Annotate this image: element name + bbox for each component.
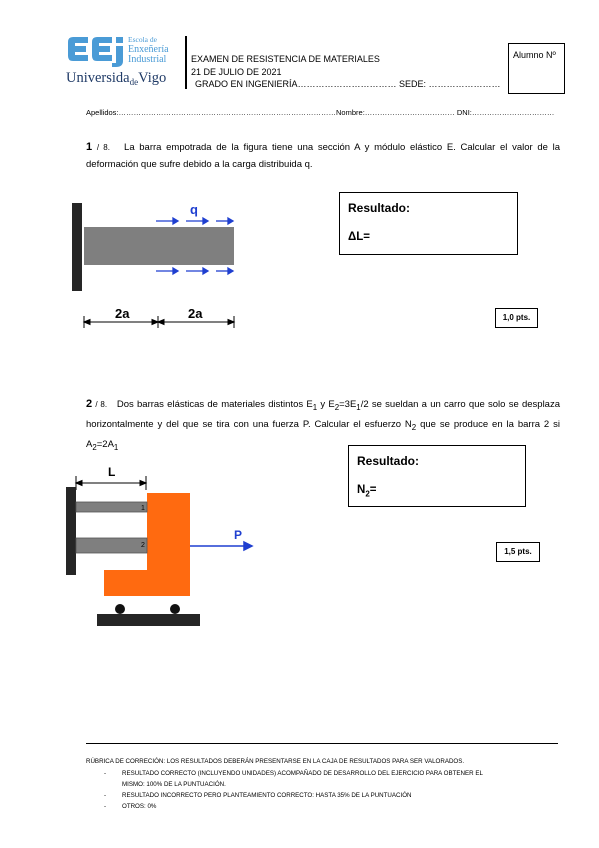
rubric-item: OTROS: 0% (122, 803, 157, 810)
q1-result-box[interactable] (339, 192, 518, 255)
rubric-item: RESULTADO CORRECTO (INCLUYENDO UNIDADES) ACOMPAÑADO DE DESARROLLO DEL EJERCICIO PARA OBTENER EL (122, 770, 483, 777)
q1-text: La barra empotrada de la figura tiene una sección A y módulo elástico E. Calcular el valor de la deformación que sufre debido a la carga distribuida q. (86, 142, 561, 170)
q2-wall (66, 487, 76, 575)
rubric-item: MISMO: 100% DE LA PUNTUACIÓN. (122, 781, 226, 788)
q2-force-label: P (234, 528, 243, 542)
grading-rubric (86, 743, 558, 810)
q1-result-title: Resultado: (348, 201, 411, 215)
alumno-box[interactable] (508, 43, 565, 94)
q1-dim-right: 2a (188, 306, 203, 321)
rubric-bullet: - (104, 792, 107, 799)
logo-university: Universida$_{de}$Vigo (66, 70, 167, 87)
question-1 (86, 139, 560, 173)
exam-title: EXAMEN DE RESISTENCIA DE MATERIALES (191, 54, 380, 64)
q1-points-badge: 1,0 pts. (495, 308, 538, 328)
question-2: 2 / 8. Dos barras elásticas de materiales distintos $E_1$ y $E_2=3E_1/2$ se sueldan a un carro que solo se desplaza horizontalmente y del que se tira con una fuerza P. Calcular el esfuerzo $N_2$ que se produce en la barra 2 si $A_2=2A_1$ (86, 398, 561, 452)
q1-bar (84, 227, 234, 265)
q2-ground (97, 614, 200, 626)
logo-line2: Enxeñería (128, 44, 169, 55)
alumno-label: Alumno Nº (513, 50, 556, 60)
q1-number: 1 (86, 141, 93, 153)
q2-bar-2 (76, 538, 147, 553)
q2-wheel-left (115, 604, 125, 614)
q1-figure (70, 198, 245, 333)
q2-result-box[interactable] (348, 445, 526, 507)
degree-line: GRADO EN INGENIERÍA…………………………… SEDE: …………………… (195, 79, 501, 89)
logo-line1: Escola de (128, 35, 157, 44)
university-logo (64, 34, 184, 90)
q2-fraction: / 8. (95, 400, 108, 409)
q2-force-arrow (190, 542, 252, 550)
q2-bar-2-label: 2 (141, 542, 145, 549)
q2-wheel-right (170, 604, 180, 614)
q2-points-badge: 1,5 pts. (496, 542, 540, 562)
rubric-bullet: - (104, 770, 107, 777)
student-names-line: Apellidos:……………………………………………………………………………Nombre:……………………………… DNI:…………………………… (86, 108, 555, 117)
q2-figure (64, 460, 269, 630)
q2-bar-1-label: 1 (141, 505, 145, 512)
logo-line3: Industrial (128, 54, 167, 65)
q1-dim-left: 2a (115, 306, 130, 321)
q1-dimension-lines (84, 316, 234, 328)
rubric-bullet: - (104, 803, 107, 810)
q2-bar-1 (76, 502, 147, 512)
q2-number: 2 (86, 398, 93, 410)
header-divider (185, 36, 187, 89)
q2-length-label: L (108, 465, 116, 479)
q1-result-expr: ΔL= (348, 231, 371, 243)
q1-fraction: / 8. (96, 143, 110, 152)
rubric-heading: RÚBRICA DE CORRECIÓN: LOS RESULTADOS DEBERÁN PRESENTARSE EN LA CAJA DE RESULTADOS PARA SER VALORADOS. (86, 758, 465, 765)
rubric-item: RESULTADO INCORRECTO PERO PLANTEAMIENTO CORRECTO: HASTA 35% DE LA PUNTUACIÓN (122, 792, 412, 799)
q2-result-expr: $N_2=$ (357, 484, 377, 499)
q1-wall (72, 203, 82, 291)
exam-date: 21 DE JULIO DE 2021 (191, 67, 282, 77)
q1-load-label: q (190, 202, 198, 217)
q2-result-title: Resultado: (357, 454, 420, 468)
